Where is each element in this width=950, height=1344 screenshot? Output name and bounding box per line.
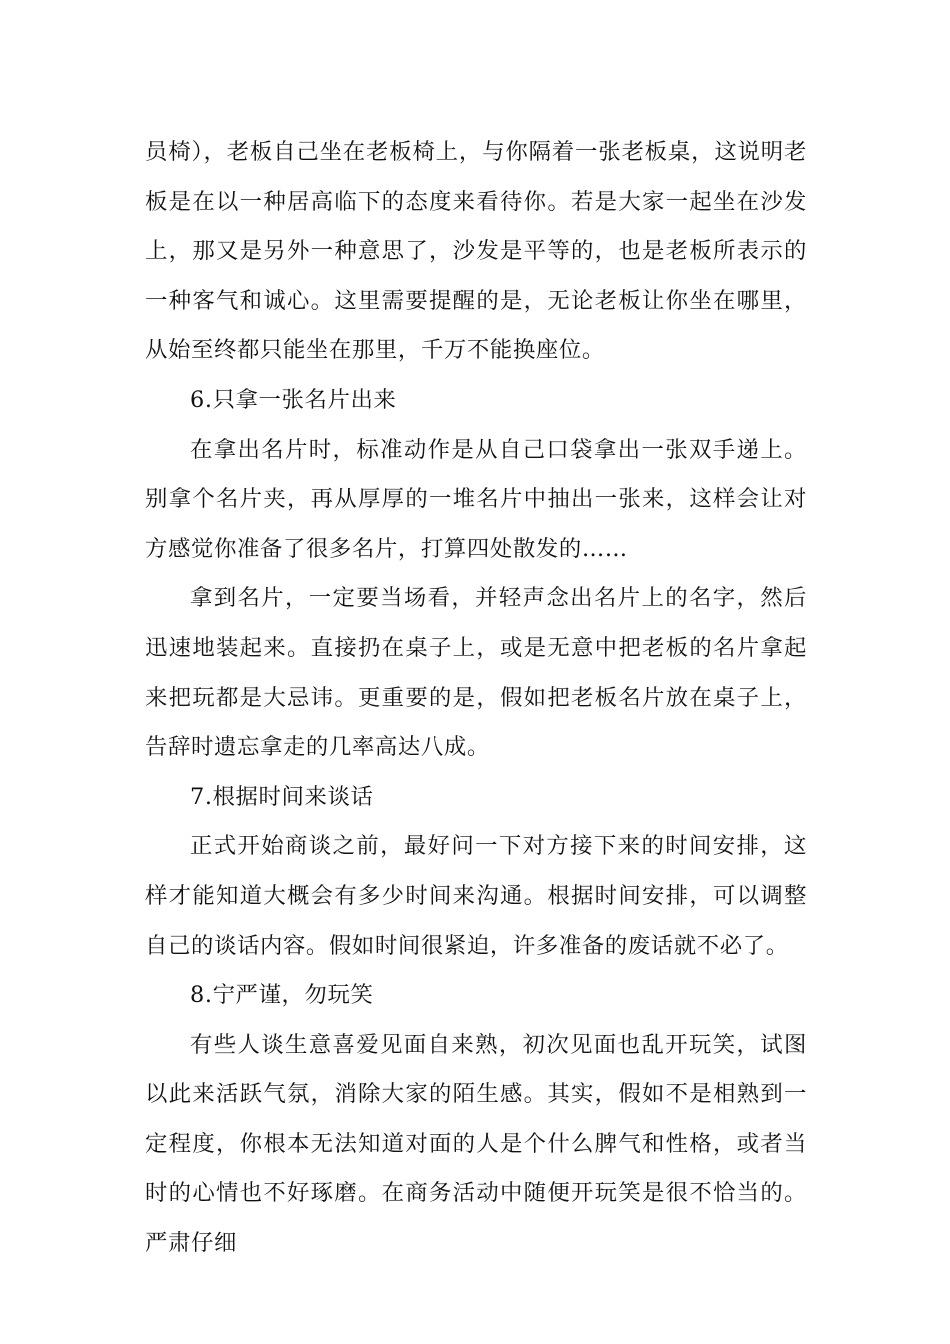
section-heading-8: 8.宁严谨，勿玩笑 [190,982,374,1009]
paragraph-business-card-handing: 在拿出名片时，标准动作是从自己口袋拿出一张双手递上。别拿个名片夹，再从厚厚的一堆名片中抽出一张来，这样会让对方感觉你准备了很多名片，打算四处散发的…… [145,436,807,562]
section-heading-6: 6.只拿一张名片出来 [190,386,397,413]
section-heading-7: 7.根据时间来谈话 [190,783,374,810]
paragraph-time-planning: 正式开始商谈之前，最好问一下对方接下来的时间安排，这样才能知道大概会有多少时间来沟通。根据时间安排，可以调整自己的谈话内容。假如时间很紧迫，许多准备的废话就不必了。 [145,833,807,959]
paragraph-business-card-receiving: 拿到名片，一定要当场看，并轻声念出名片上的名字，然后迅速地装起来。直接扔在桌子上，或是无意中把老板的名片拿起来把玩都是大忌讳。更重要的是，假如把老板名片放在桌子上，告辞时遗忘拿走的几率高达八成。 [145,585,807,761]
document-body [145,128,807,1269]
paragraph-seating: 员椅），老板自己坐在老板椅上，与你隔着一张老板桌，这说明老板是在以一种居高临下的态度来看待你。若是大家一起坐在沙发上，那又是另外一种意思了，沙发是平等的，也是老板所表示的一种客气和诚心。这里需要提醒的是，无论老板让你坐在哪里，从始至终都只能坐在那里，千万不能换座位。 [145,139,807,364]
paragraph-no-jokes: 有些人谈生意喜爱见面自来熟，初次见面也乱开玩笑，试图以此来活跃气氛，消除大家的陌生感。其实，假如不是相熟到一定程度，你根本无法知道对面的人是个什么脾气和性格，或者当时的心情也不好琢磨。在商务活动中随便开玩笑是很不恰当的。严肃仔细 [145,1031,807,1257]
